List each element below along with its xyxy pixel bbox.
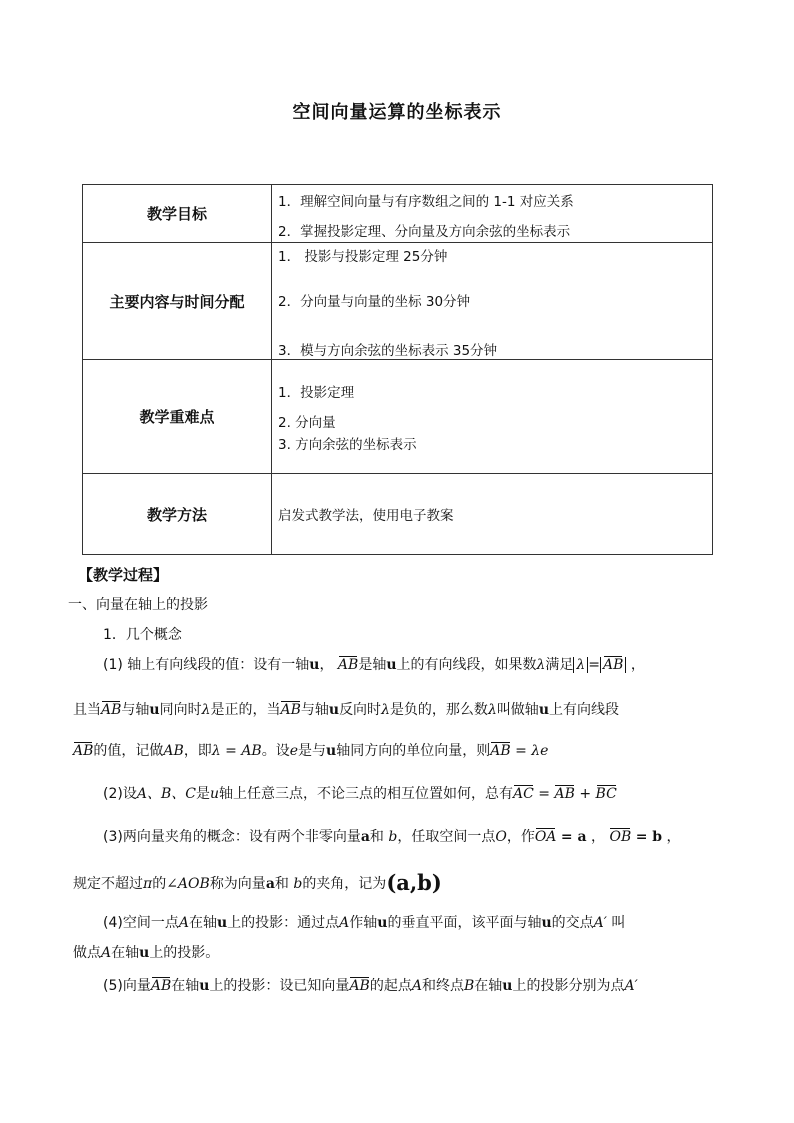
text: 在轴 bbox=[188, 915, 217, 931]
text: 是轴 bbox=[358, 657, 387, 673]
text: ， bbox=[319, 657, 334, 673]
math-u: u bbox=[377, 915, 388, 931]
content-line: 1．理解空间向量与有序数组之间的 1-1 对应关系 bbox=[278, 193, 574, 210]
row-content bbox=[272, 474, 713, 555]
row-label: 教学目标 bbox=[83, 185, 272, 243]
math-A: A bbox=[178, 915, 189, 931]
text: 做点 bbox=[73, 945, 101, 961]
vector-AB: AB bbox=[280, 702, 301, 718]
math-lambda: λ bbox=[201, 702, 211, 718]
math-equation: = λe bbox=[515, 743, 549, 759]
text: (2)设 bbox=[103, 786, 137, 802]
math-e: e bbox=[289, 743, 299, 759]
text: 上的投影：设已知向量 bbox=[209, 978, 350, 994]
paragraph-2 bbox=[103, 783, 617, 803]
text: 的 bbox=[152, 876, 167, 892]
math-B: B bbox=[463, 978, 475, 994]
content-line: 1． 投影与投影定理 25分钟 bbox=[278, 249, 448, 265]
paragraph-4-line-1 bbox=[103, 912, 625, 932]
text: 满足 bbox=[545, 657, 574, 673]
math-pi: π bbox=[143, 876, 153, 892]
text: 反向时 bbox=[339, 702, 382, 718]
text: 在轴 bbox=[171, 978, 200, 994]
vector-OA: OA bbox=[534, 829, 557, 845]
text: (5)向量 bbox=[103, 978, 151, 994]
content-line: 3. 方向余弦的坐标表示 bbox=[278, 436, 417, 453]
text: 和 bbox=[274, 876, 289, 892]
paragraph-5 bbox=[103, 975, 638, 995]
text: ， bbox=[591, 829, 606, 845]
math-u: u bbox=[309, 657, 320, 673]
math-u: u bbox=[149, 702, 160, 718]
math-A-prime: A′ bbox=[624, 978, 638, 994]
process-heading: 【教学过程】 bbox=[78, 566, 169, 584]
math-u: u bbox=[502, 978, 513, 994]
math-u: u bbox=[199, 978, 210, 994]
math-equation: = a bbox=[560, 829, 587, 845]
paragraph-3-line-1 bbox=[103, 826, 681, 846]
text: 在轴 bbox=[474, 978, 503, 994]
text: ， bbox=[630, 657, 645, 673]
row-label: 主要内容与时间分配 bbox=[83, 243, 272, 360]
text: 的夹角，记为 bbox=[302, 876, 387, 892]
math-u: u bbox=[541, 915, 552, 931]
vector-AC: AC bbox=[513, 786, 534, 802]
text: 和终点 bbox=[421, 978, 464, 994]
text: 和 bbox=[369, 829, 384, 845]
math-A: A bbox=[411, 978, 422, 994]
vector-AB: AB bbox=[101, 702, 122, 718]
paragraph-1-line-1: (1) 轴上有向线段的值：设有一轴u， AB是轴u上的有向线段，如果数λ满足 λ = AB ， bbox=[103, 657, 645, 673]
text: ，任取空间一点 bbox=[397, 829, 496, 845]
math-A: A bbox=[101, 945, 112, 961]
math-u: u bbox=[209, 786, 219, 802]
text: 且当 bbox=[73, 702, 101, 718]
content-line: 2. 分向量 bbox=[278, 414, 336, 431]
content-line: 启发式教学法，使用电子教案 bbox=[278, 508, 454, 524]
math-lambda: λ bbox=[487, 702, 497, 718]
text: 上的投影：通过点 bbox=[227, 915, 340, 931]
text: 同向时 bbox=[159, 702, 202, 718]
vector-BC: BC bbox=[595, 786, 617, 802]
text: 称为向量 bbox=[209, 876, 266, 892]
abs-lambda bbox=[573, 657, 588, 673]
math-equation: = b bbox=[635, 829, 663, 845]
text: 轴上任意三点，不论三点的相互位置如何，总有 bbox=[219, 786, 513, 802]
math-a: a bbox=[360, 829, 370, 845]
math-A: A bbox=[339, 915, 350, 931]
text: 。设 bbox=[261, 743, 290, 759]
paragraph-4-line-2 bbox=[73, 942, 219, 962]
abs-AB bbox=[600, 657, 626, 673]
text: 的起点 bbox=[369, 978, 412, 994]
math-eq: = bbox=[538, 786, 551, 802]
content-line: 3．模与方向余弦的坐标表示 35分钟 bbox=[278, 343, 498, 359]
row-content bbox=[272, 243, 713, 360]
text: 在轴 bbox=[111, 945, 140, 961]
math-b: b bbox=[388, 829, 398, 845]
vector-AB: AB bbox=[554, 786, 575, 802]
row-label: 教学方法 bbox=[83, 474, 272, 555]
text: 与轴 bbox=[121, 702, 150, 718]
content-line: 2．分向量与向量的坐标 30分钟 bbox=[278, 294, 471, 310]
math-u: u bbox=[538, 702, 549, 718]
math-a: a bbox=[265, 876, 275, 892]
paragraph-1-line-3 bbox=[73, 740, 548, 760]
math-u: u bbox=[139, 945, 150, 961]
math-equation: λ = AB bbox=[211, 743, 262, 759]
math-u: u bbox=[328, 702, 340, 718]
row-content bbox=[272, 185, 713, 243]
vector-AB: AB bbox=[349, 978, 370, 994]
table-row bbox=[83, 185, 713, 243]
text: 的交点 bbox=[551, 915, 594, 931]
text: 上的投影。 bbox=[149, 945, 220, 961]
math-angle-pair: (a,b) bbox=[386, 870, 442, 895]
content-line: 2．掌握投影定理、分向量及方向余弦的坐标表示 bbox=[278, 223, 571, 240]
text: 规定不超过 bbox=[73, 876, 143, 892]
math-lambda: λ bbox=[381, 702, 390, 718]
text: 轴同方向的单位向量，则 bbox=[336, 743, 491, 759]
text: ，即 bbox=[183, 743, 212, 759]
text: 上的有向线段，如果数 bbox=[396, 657, 537, 673]
row-label: 教学重难点 bbox=[83, 360, 272, 474]
content-line: 1．投影定理 bbox=[278, 384, 355, 401]
math-angle: ∠AOB bbox=[166, 876, 210, 892]
paragraph-3-line-2 bbox=[73, 868, 442, 893]
math-ABC: A、B、C bbox=[136, 786, 196, 802]
vector-AB: AB bbox=[490, 743, 511, 759]
lesson-plan-table bbox=[82, 184, 713, 555]
text: (3)两向量夹角的概念：设有两个非零向量 bbox=[103, 829, 361, 845]
text: 是 bbox=[195, 786, 210, 802]
section-heading: 一、向量在轴上的投影 bbox=[68, 597, 208, 613]
text: 是正的，当 bbox=[210, 702, 281, 718]
vector-AB: AB bbox=[150, 978, 172, 994]
math-u: u bbox=[216, 915, 228, 931]
text: 的垂直平面，该平面与轴 bbox=[387, 915, 542, 931]
math-AB: AB bbox=[163, 743, 184, 759]
math-O: O bbox=[495, 829, 507, 845]
math-lambda: λ bbox=[536, 657, 546, 673]
text: 叫做轴 bbox=[496, 702, 539, 718]
text: 是负的，那么数 bbox=[389, 702, 488, 718]
text: ， bbox=[666, 829, 681, 845]
text: 与轴 bbox=[300, 702, 329, 718]
row-content bbox=[272, 360, 713, 474]
math-b: b bbox=[293, 876, 303, 892]
text: (4)空间一点 bbox=[103, 915, 179, 931]
vector-OB: OB bbox=[609, 829, 632, 845]
paragraph-1-line-2 bbox=[73, 699, 619, 719]
text: 叫 bbox=[611, 915, 626, 931]
text: 上有向线段 bbox=[549, 702, 619, 718]
text: 作轴 bbox=[349, 915, 378, 931]
table-row bbox=[83, 360, 713, 474]
page-title: 空间向量运算的坐标表示 bbox=[292, 102, 502, 123]
math-u: u bbox=[326, 743, 337, 759]
text: ，作 bbox=[506, 829, 535, 845]
text: (1) 轴上有向线段的值：设有一轴 bbox=[103, 657, 310, 673]
vector-AB: AB bbox=[73, 743, 94, 759]
math-plus: + bbox=[579, 786, 592, 802]
subsection-heading: 1．几个概念 bbox=[103, 627, 182, 643]
vector-AB: AB bbox=[337, 657, 359, 673]
vector-AB: AB bbox=[603, 657, 624, 673]
text: 上的投影分别为点 bbox=[512, 978, 625, 994]
math-lambda: λ bbox=[576, 657, 586, 673]
table-row bbox=[83, 243, 713, 360]
table-row bbox=[83, 474, 713, 555]
math-u: u bbox=[386, 657, 397, 673]
text: 的值，记做 bbox=[93, 743, 164, 759]
text: 是与 bbox=[298, 743, 327, 759]
math-A-prime: A′ bbox=[593, 915, 607, 931]
